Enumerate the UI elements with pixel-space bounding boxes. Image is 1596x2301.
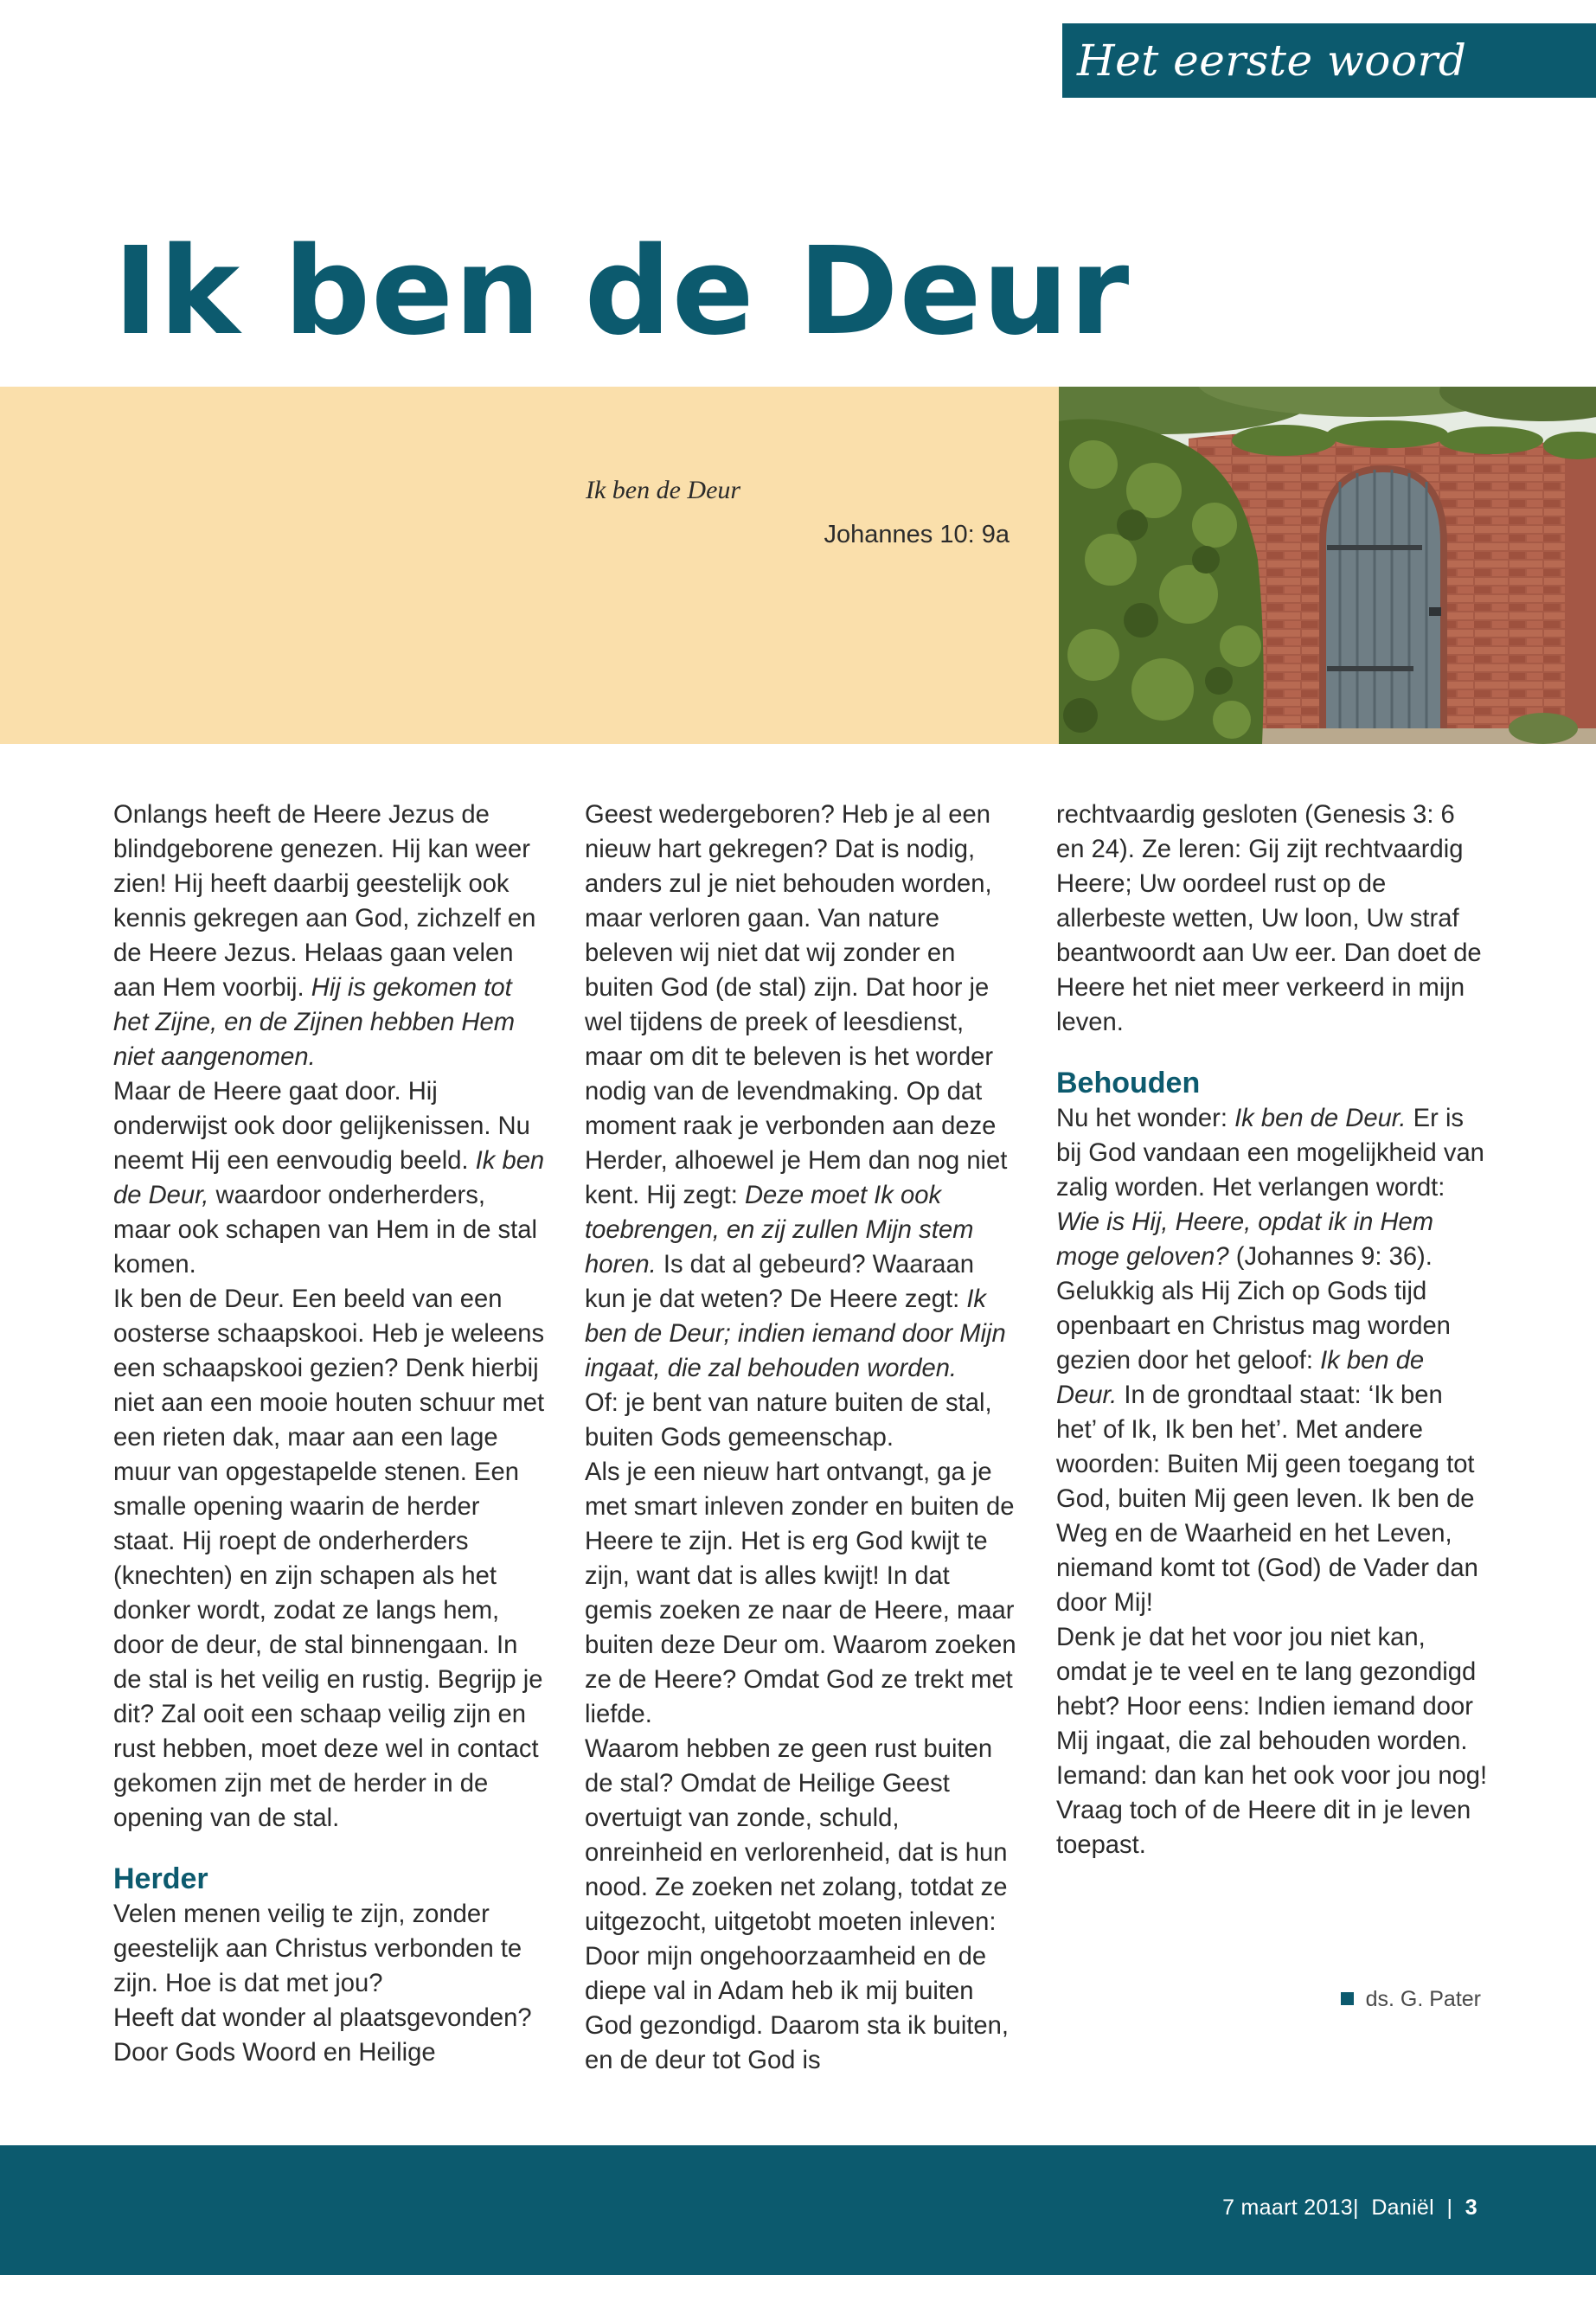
- paragraph: Velen menen veilig te zijn, zonder geestelijk aan Christus verbonden te zijn. Hoe is dat met jou?: [113, 1900, 522, 1997]
- quote-band: [0, 387, 1059, 744]
- quote-reference: Johannes 10: 9a: [824, 521, 1010, 548]
- author-name: ds. G. Pater: [1365, 1987, 1481, 2011]
- issue-date: 7 maart 2013: [1222, 2195, 1354, 2220]
- footer-bar: [0, 2145, 1596, 2275]
- article-column-3: [1056, 798, 1489, 1862]
- paragraph: Waarom hebben ze geen rust buiten de stal? Omdat de Heilige Geest overtuigt van zonde, schuld, onreinheid en verlorenheid, dat is hun nood. Ze zoeken net zolang, totdat ze uitgezocht, uitgetobt moeten inleven: Door mijn ongehoorzaamheid en de diepe val in Adam heb ik mij buiten God gezondigd. Daarom sta ik buiten, en de deur tot God is: [585, 1735, 1009, 2074]
- paragraph: Onlangs heeft de Heere Jezus de blindgeborene genezen. Hij kan weer zien! Hij heeft daarbij geestelijk ook kennis gekregen aan God, zichzelf en de Heere Jezus. Helaas gaan velen aan Hem voorbij. Hij is gekomen tot het Zijne, en de Zijnen hebben Hem niet aangenomen.: [113, 801, 536, 1071]
- paragraph: Als je een nieuw hart ontvangt, ga je met smart inleven zonder en buiten de Heere te zijn. Het is erg God kwijt te zijn, want dat is alles kwijt! In dat gemis zoeken ze naar de Heere, maar buiten deze Deur om. Waarom zoeken ze de Heere? Omdat God ze trekt met liefde.: [585, 1458, 1016, 1728]
- subheading-behouden: Behouden: [1056, 1067, 1201, 1099]
- paragraph: Vraag toch of de Heere dit in je leven toepast.: [1056, 1797, 1471, 1859]
- paragraph: Denk je dat het voor jou niet kan, omdat je te veel en te lang gezondigd hebt? Hoor eens: Indien iemand door Mij ingaat, die zal behouden worden. Iemand: dan kan het ook voor jou nog!: [1056, 1624, 1488, 1790]
- garden-door-photo: [1059, 387, 1596, 744]
- footer-text: 7 maart 2013| Daniël | 3: [1222, 2195, 1477, 2220]
- paragraph: rechtvaardig gesloten (Genesis 3: 6 en 24). Ze leren: Gij zijt rechtvaardig Heere; Uw oordeel rust op de allerbeste wetten, Uw loon, Uw straf beantwoordt aan Uw eer. Dan doet de Heere het niet meer verkeerd in mijn leven.: [1056, 801, 1482, 1036]
- paragraph: Nu het wonder: Ik ben de Deur. Er is bij God vandaan een mogelijkheid van zalig worden. Het verlangen wordt: Wie is Hij, Heere, opdat ik in Hem moge geloven? (Johannes 9: 36).: [1056, 1105, 1484, 1271]
- article-title: Ik ben de Deur: [113, 221, 1131, 362]
- author-signature: [1341, 1984, 1481, 2015]
- paragraph: Maar de Heere gaat door. Hij onderwijst ook door gelijkenissen. Nu neemt Hij een eenvoudig beeld. Ik ben de Deur, waardoor onderherders, maar ook schapen van Hem in de stal komen.: [113, 1078, 545, 1279]
- square-bullet-icon: [1341, 1992, 1354, 2005]
- page-number: 3: [1465, 2195, 1477, 2220]
- article-column-2: [585, 798, 1017, 2078]
- article-column-1: [113, 798, 546, 2070]
- subheading-herder: Herder: [113, 1862, 208, 1895]
- paragraph: Geest wedergeboren? Heb je al een nieuw hart gekregen? Dat is nodig, anders zul je niet behouden worden, maar verloren gaan. Van nature beleven wij niet dat wij zonder en buiten God (de stal) zijn. Dat hoor je wel tijdens de preek of leesdienst, maar om dit te beleven is het worder nodig van de levendmaking. Op dat moment raak je verbonden aan deze Herder, alhoewel je Hem dan nog niet kent. Hij zegt: Deze moet Ik ook toebrengen, en zij zullen Mijn stem horen. Is dat al gebeurd? Waaraan kun je dat weten? De Heere zegt: Ik ben de Deur; indien iemand door Mijn ingaat, die zal behouden worden.: [585, 801, 1008, 1382]
- section-tab: [1062, 23, 1596, 98]
- paragraph: Heeft dat wonder al plaatsgevonden? Door Gods Woord en Heilige: [113, 2004, 532, 2067]
- paragraph: Ik ben de Deur. Een beeld van een oosterse schaapskooi. Heb je weleens een schaapskooi gezien? Denk hierbij niet aan een mooie houten schuur met een rieten dak, maar aan een lage muur van opgestapelde stenen. Een smalle opening waarin de herder staat. Hij roept de onderherders (knechten) en zijn schapen als het donker wordt, zodat ze langs hem, door de deur, de stal binnengaan. In de stal is het veilig en rustig. Begrijp je dit? Zal ooit een schaap veilig zijn en rust hebben, moet deze wel in contact gekomen zijn met de herder in de opening van de stal.: [113, 1285, 545, 1832]
- quote-text: Ik ben de Deur: [586, 476, 741, 504]
- paragraph: Of: je bent van nature buiten de stal, buiten Gods gemeenschap.: [585, 1389, 992, 1452]
- paragraph: Gelukkig als Hij Zich op Gods tijd openbaart en Christus mag worden gezien door het geloof: Ik ben de Deur. In de grondtaal staat: ‘Ik ben het’ of Ik, Ik ben het’. Met andere woorden: Buiten Mij geen toegang tot God, buiten Mij geen leven. Ik ben de Weg en de Waarheid en het Leven, niemand komt tot (God) de Vader dan door Mij!: [1056, 1278, 1478, 1617]
- magazine-name: Daniël: [1371, 2195, 1434, 2220]
- section-label: Het eerste woord: [1077, 35, 1467, 86]
